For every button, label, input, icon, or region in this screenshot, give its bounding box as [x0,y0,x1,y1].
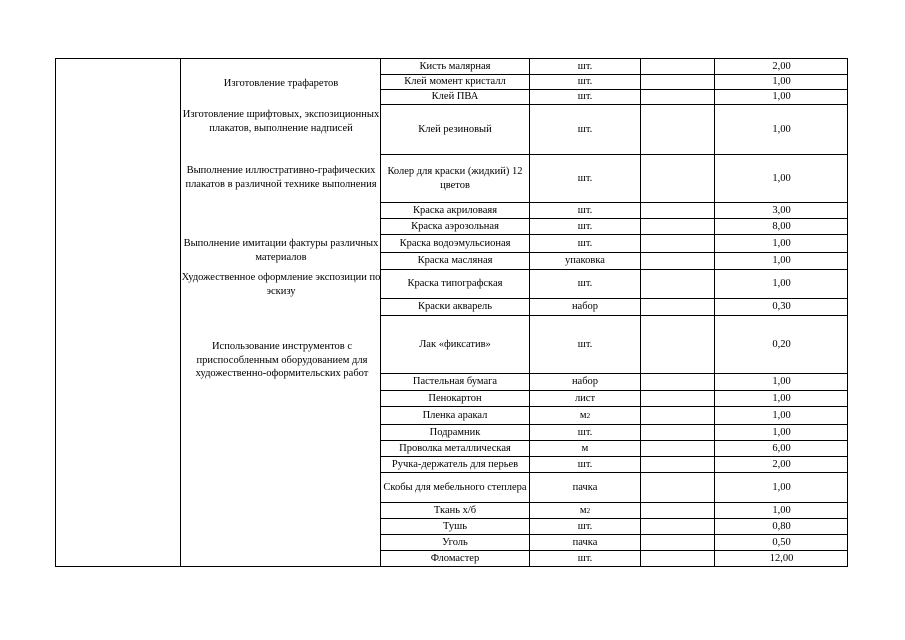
material-unit-cell: шт. [577,278,593,290]
material-extra-cell [641,105,714,154]
material-qty-cell: 2,00 [772,60,791,72]
material-qty-cell: 0,50 [772,536,791,548]
material-extra-cell [641,299,714,315]
material-qty-cell: 12,00 [769,553,794,565]
material-name-cell: Пенокартон [428,392,482,404]
material-name-cell: Проволка металлическая [399,442,511,454]
material-qty-cell: 6,00 [772,442,791,454]
material-name-cell: Краски акварель [417,301,493,313]
material-name-cell: Тушь [442,520,467,532]
material-name-cell: Кисть малярная [419,60,491,72]
material-name-cell: Ткань х/б [433,504,477,516]
material-name-cell: Уголь [442,536,468,548]
material-extra-cell [641,551,714,567]
material-unit-cell: шт. [577,91,593,103]
work-item: Изготовление трафаретов [223,78,339,89]
material-unit-cell: упаковка [565,255,605,267]
material-qty-cell: 1,00 [772,426,791,438]
material-qty-cell: 1,00 [772,504,791,516]
material-qty-cell: 1,00 [772,172,791,184]
material-name-cell: Скобы для мебельного степлера [383,481,527,493]
material-qty-cell: 1,00 [772,392,791,404]
material-qty-cell: 8,00 [772,220,791,232]
material-qty-cell: 1,00 [772,409,791,421]
material-extra-cell [641,270,714,298]
material-unit-cell: шт. [577,60,593,72]
material-qty-cell: 1,00 [772,376,791,388]
material-name-cell: Краска акриловаяя [412,204,498,216]
material-extra-cell [641,391,714,406]
material-unit-cell: шт. [577,237,593,249]
material-qty-cell: 1,00 [772,91,791,103]
material-extra-cell [641,155,714,202]
material-unit-cell: шт. [577,553,593,565]
material-unit-cell: шт. [577,520,593,532]
material-name-cell: Клей резиновый [418,123,492,135]
material-name-cell: Краска масляная [417,255,493,267]
material-extra-cell [641,407,714,424]
material-extra-cell [641,441,714,456]
material-qty-cell: 1,00 [772,255,791,267]
material-name-cell: Лак «фиксатив» [419,338,491,350]
material-qty-cell: 1,00 [772,76,791,88]
material-qty-cell: 0,30 [772,301,791,313]
material-unit-cell: пачка [572,536,598,548]
material-unit-cell: пачка [572,481,598,493]
material-qty-cell: 0,20 [772,338,791,350]
material-name-cell: Краска водоэмульсионая [399,237,511,249]
material-qty-cell: 1,00 [772,278,791,290]
material-name-cell: Колер для краски (жидкий) 12 цветов [387,166,523,191]
work-item: Выполнение имитации фактуры различных материалов [183,238,379,263]
material-extra-cell [641,425,714,440]
material-extra-cell [641,316,714,373]
material-qty-cell: 1,00 [772,237,791,249]
material-name-cell: Клей ПВА [431,91,479,103]
material-name-cell: Пленка аракал [422,409,488,421]
material-name-cell: Краска типографская [407,278,503,290]
material-unit-cell: набор [571,301,599,313]
material-unit-cell: м 2 [579,504,591,516]
work-item: Использование инструментов с приспособленным оборудованием для художественно-оформительских работ [195,341,369,380]
material-unit-cell: м 2 [579,409,591,421]
material-unit-cell: шт. [577,204,593,216]
material-extra-cell [641,59,714,74]
material-qty-cell: 1,00 [772,123,791,135]
material-extra-cell [641,535,714,550]
material-qty-cell: 1,00 [772,481,791,493]
material-unit-cell: лист [574,392,596,404]
material-qty-cell: 3,00 [772,204,791,216]
material-extra-cell [641,90,714,104]
material-unit-cell: шт. [577,123,593,135]
material-extra-cell [641,503,714,518]
material-name-cell: Фломастер [430,553,480,565]
material-name-cell: Клей момент кристалл [404,76,506,88]
material-unit-cell: шт. [577,426,593,438]
material-unit-cell: набор [571,376,599,388]
work-item: Художественное оформление экспозиции по эскизу [181,272,381,297]
material-extra-cell [641,219,714,234]
material-extra-cell [641,253,714,269]
material-extra-cell [641,203,714,218]
material-extra-cell [641,75,714,89]
material-unit-cell: шт. [577,220,593,232]
material-extra-cell [641,457,714,472]
work-item: Выполнение иллюстративно-графических плакатов в различной технике выполнения [185,165,377,190]
material-extra-cell [641,374,714,390]
material-extra-cell [641,519,714,534]
material-name-cell: Подрамник [429,426,481,438]
material-name-cell: Ручка-держатель для перьев [391,458,519,470]
material-unit-cell: шт. [577,338,593,350]
material-extra-cell [641,473,714,502]
material-unit-cell: шт. [577,172,593,184]
material-unit-cell: шт. [577,458,593,470]
work-item: Изготовление шрифтовых, экспозиционных плакатов, выполнение надписей [182,109,380,134]
material-extra-cell [641,235,714,252]
material-qty-cell: 2,00 [772,458,791,470]
material-name-cell: Краска аэрозольная [411,220,499,232]
material-unit-cell: м [581,442,589,454]
material-unit-cell: шт. [577,76,593,88]
material-name-cell: Пастельная бумага [412,376,498,388]
material-qty-cell: 0,80 [772,520,791,532]
